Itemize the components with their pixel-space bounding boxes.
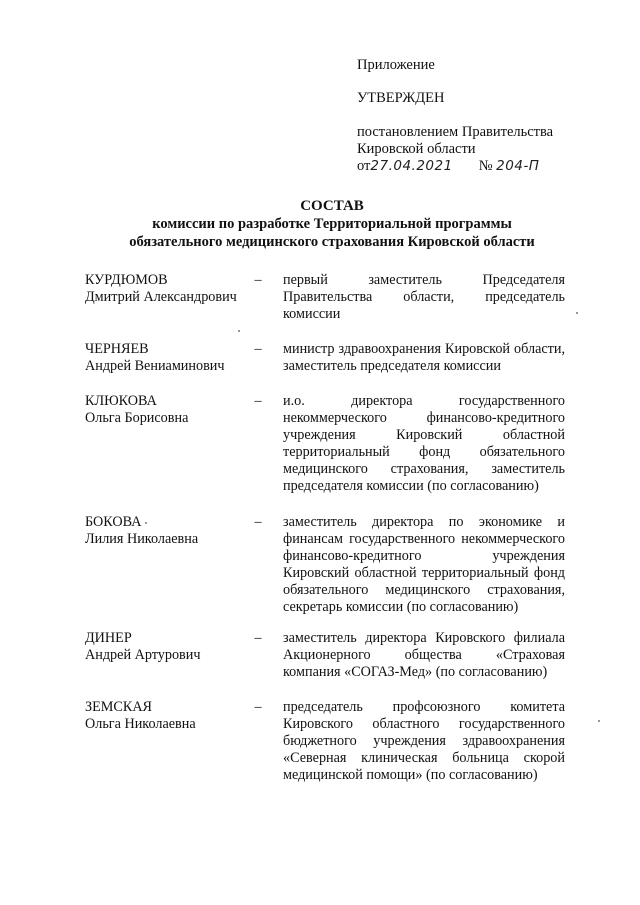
scan-speck <box>145 522 147 524</box>
handwritten-number: 204-П <box>496 158 540 174</box>
member-given-names: Лилия Николаевна <box>85 531 199 547</box>
member-role: председатель профсоюзного комитета Кировского областного государственного бюджетного учреждения здравоохранения «Северная клиническая больница скорой медицинской помощи» (по согласованию) <box>283 699 565 783</box>
member-surname: БОКОВА <box>85 514 142 530</box>
member-surname: КЛЮКОВА <box>85 393 157 409</box>
member-name <box>85 514 255 548</box>
member-surname: ЧЕРНЯЕВ <box>85 341 149 357</box>
scan-speck <box>238 330 240 332</box>
scan-speck <box>576 312 578 314</box>
member-given-names: Андрей Вениаминович <box>85 358 225 374</box>
approved-label: УТВЕРЖДЕН <box>357 90 445 106</box>
title-subtitle-line-2: обязательного медицинского страхования Кировской области <box>129 234 535 250</box>
member-name <box>85 272 255 306</box>
member-dash: – <box>254 630 262 646</box>
member-name <box>85 630 255 664</box>
member-given-names: Ольга Борисовна <box>85 410 189 426</box>
member-dash: – <box>254 341 262 357</box>
member-role: министр здравоохранения Кировской области, заместитель председателя комиссии <box>283 341 565 374</box>
decree-line-1: постановлением Правительства <box>357 124 554 140</box>
member-surname: ДИНЕР <box>85 630 132 646</box>
member-surname: ЗЕМСКАЯ <box>85 699 153 715</box>
member-given-names: Ольга Николаевна <box>85 716 196 732</box>
title-subtitle-line-1: комиссии по разработке Территориальной программы <box>152 216 512 232</box>
member-name <box>85 699 255 733</box>
appendix-label: Приложение <box>357 57 435 73</box>
member-role: первый заместитель Председателя Правительства области, председатель комиссии <box>283 272 565 322</box>
from-label: от <box>357 158 371 174</box>
title-heading: СОСТАВ <box>300 198 364 214</box>
member-name <box>85 341 255 375</box>
document-title <box>0 197 640 251</box>
handwritten-date: 27.04.2021 <box>370 158 453 174</box>
decree-date-number <box>357 158 617 175</box>
member-surname: КУРДЮМОВ <box>85 272 168 288</box>
scan-speck <box>598 720 600 722</box>
member-name <box>85 393 255 427</box>
decree-line-2: Кировской области <box>357 141 476 157</box>
member-dash: – <box>254 514 262 530</box>
member-role: заместитель директора Кировского филиала Акционерного общества «Страховая компания «СОГАЗ-Мед» (по согласованию) <box>283 630 565 680</box>
member-dash: – <box>254 272 262 288</box>
member-dash: – <box>254 393 262 409</box>
member-role: заместитель директора по экономике и финансам государственного некоммерческого финансово-кредитного учреждения Кировский областной территориальный фонд обязательного медицинского страхования, секретарь комиссии (по согласованию) <box>283 514 565 615</box>
approval-block <box>357 57 617 175</box>
number-label: № <box>478 158 493 174</box>
member-given-names: Андрей Артурович <box>85 647 201 663</box>
member-given-names: Дмитрий Александрович <box>85 289 237 305</box>
member-dash: – <box>254 699 262 715</box>
member-role: и.о. директора государственного некоммерческого финансово-кредитного учреждения Кировский областной территориальный фонд обязательного медицинского страхования, заместитель председателя комиссии (по согласованию) <box>283 393 565 494</box>
